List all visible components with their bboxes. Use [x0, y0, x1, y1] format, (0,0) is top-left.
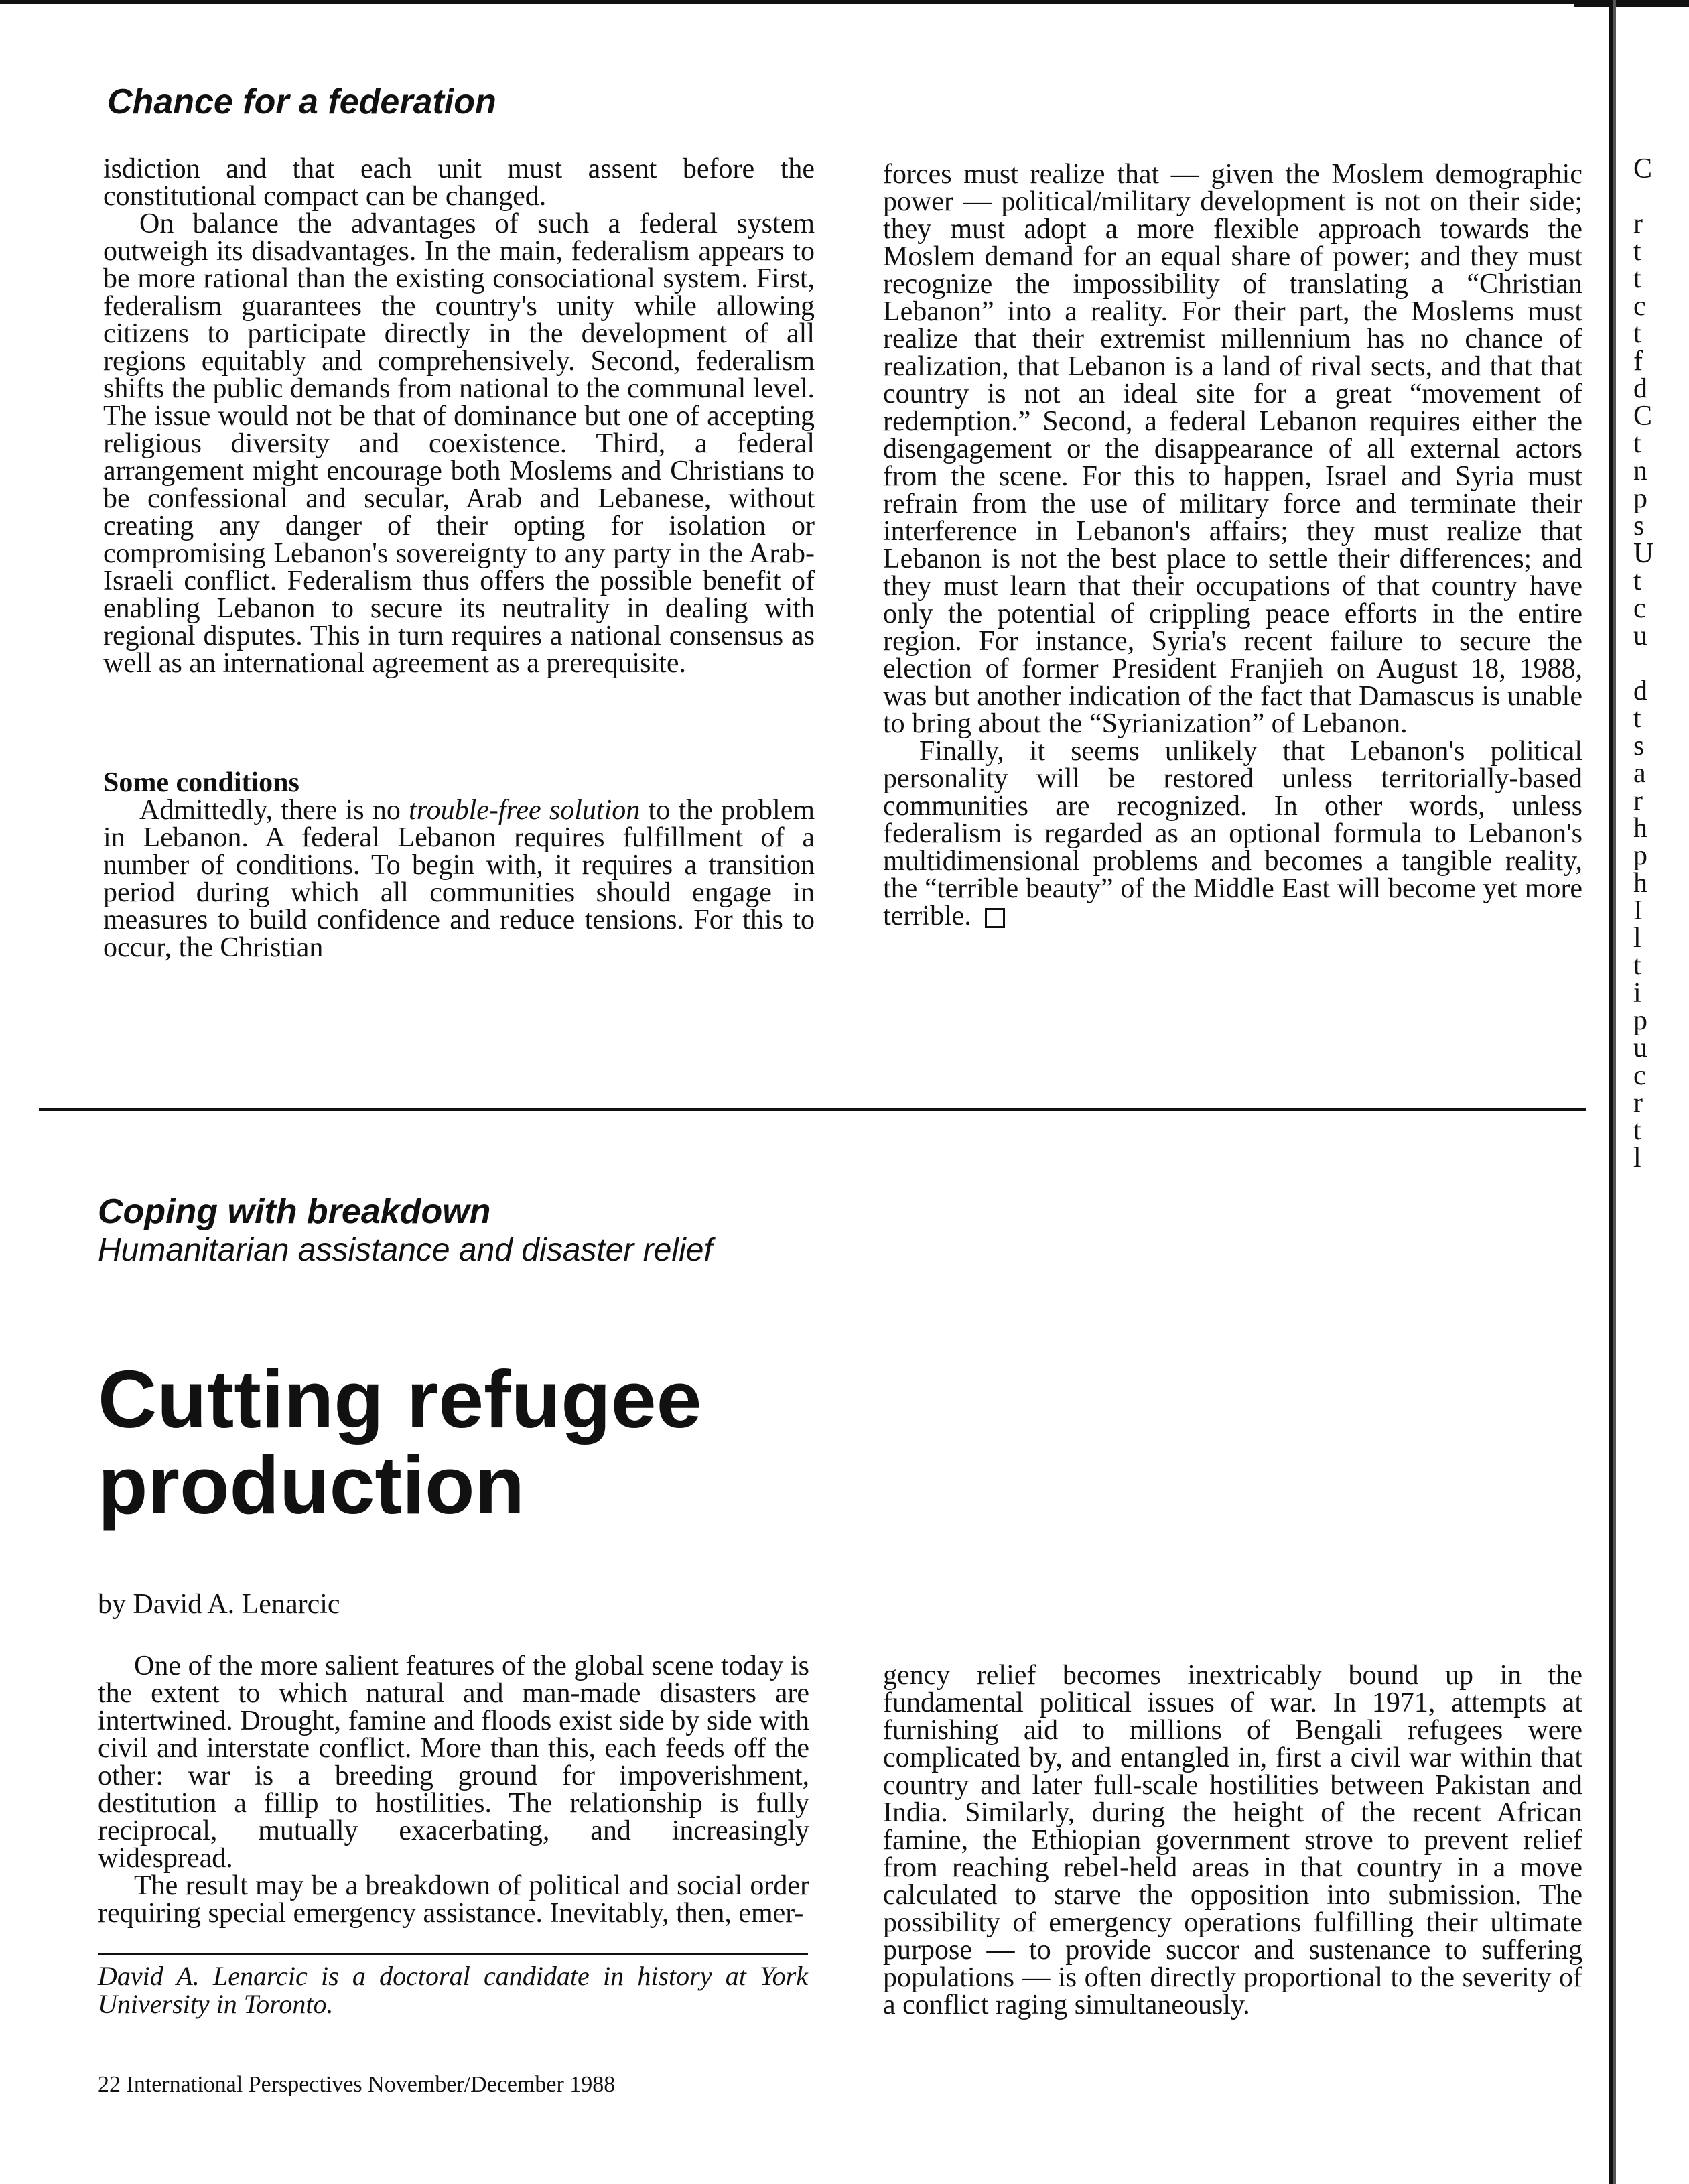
- paragraph: [103, 797, 815, 962]
- edge-letter: n: [1633, 458, 1647, 485]
- paragraph: isdiction and that each unit must assent before the constitutional compact can be changed.: [103, 153, 815, 212]
- top-border-rule: [0, 0, 1618, 4]
- edge-letter: t: [1633, 705, 1641, 732]
- edge-letter: c: [1633, 293, 1646, 320]
- page-footer: 22 International Perspectives November/December 1988: [98, 2072, 616, 2097]
- text-run: Finally, it seems unlikely that Lebanon's political personality will be restored unless territorially-based communities are recognized. In other words, unless federalism is regarded as an optional formula to Lebanon's multidimensional problems and becomes a tangible reality, the “terrible beauty” of the Middle East will become yet more terrible.: [883, 736, 1582, 932]
- end-mark-icon: [985, 908, 1005, 928]
- edge-letter: s: [1633, 513, 1645, 540]
- edge-letter: C: [1633, 403, 1653, 430]
- edge-letter: [1633, 183, 1674, 210]
- edge-letter: r: [1633, 210, 1643, 238]
- kicker-heading: Coping with breakdown: [98, 1192, 491, 1231]
- subsection-heading: Some conditions: [103, 767, 299, 798]
- bio-rule: [98, 1953, 808, 1955]
- column-2-bottom: [883, 1662, 1582, 2019]
- paragraph: gency relief becomes inextricably bound up in the fundamental political issues of war. In 1971, attempts at furnishing aid to millions of Bengali refugees were complicated by, and entangled in, first a civil war within that country and later full-scale hostilities between Pakistan and India. Similarly, during the height of the recent African famine, the Ethiopian government strove to prevent relief from reaching rebel-held areas in that country in a move calculated to starve the opposition into submission. The possibility of emergency operations fulfilling their ultimate purpose — to provide succor and sustenance to suffering populations — is often directly proportional to the severity of a conflict raging simultaneously.: [883, 1660, 1582, 2020]
- emphasis-text: trouble-free solution: [409, 795, 640, 826]
- edge-letter: c: [1633, 595, 1646, 623]
- paragraph: One of the more salient features of the global scene today is the extent to which natural and man-made disasters are intertwined. Drought, famine and floods exist side by side with civil and interstate conflict. More than this, each feeds off the other: war is a breeding ground for impoverishment, destitution a fillip to hostilities. The relationship is fully reciprocal, mutually exacerbating, and increasingly widespread.: [98, 1651, 809, 1874]
- edge-letter: d: [1633, 678, 1647, 705]
- edge-letter: p: [1633, 485, 1647, 513]
- text-run: to the problem in Lebanon. A federal Lebanon requires fulfillment of a number of conditions. To begin with, it requires a transition period during which all communities should engage in measures to build confidence and reduce tensions. For this to occur, the Christian: [103, 795, 815, 963]
- byline: by David A. Lenarcic: [98, 1589, 340, 1620]
- edge-letter: t: [1633, 1117, 1641, 1145]
- column-1-bottom: [98, 1653, 809, 1927]
- edge-letter: f: [1633, 348, 1643, 375]
- edge-letter: p: [1633, 1007, 1647, 1035]
- edge-letter: t: [1633, 568, 1641, 595]
- edge-letter: l: [1633, 925, 1641, 952]
- edge-letter: d: [1633, 375, 1647, 403]
- paragraph: [883, 738, 1582, 930]
- edge-letter: t: [1633, 430, 1641, 458]
- page-gutter-rule: [1609, 0, 1613, 2184]
- text-run: Admittedly, there is no: [139, 795, 409, 826]
- section-heading: Chance for a federation: [107, 82, 496, 121]
- edge-letter: c: [1633, 1062, 1646, 1090]
- edge-letter: i: [1633, 980, 1641, 1007]
- page-gutter-shadow: [1613, 0, 1616, 2184]
- author-bio: David A. Lenarcic is a doctoral candidate in history at York University in Toronto.: [98, 1961, 808, 2019]
- paragraph: On balance the advantages of such a federal system outweigh its disadvantages. In the main, federalism appears to be more rational than the existing consociational system. First, federalism guarantees the country's unity while allowing citizens to participate directly in the development of all regions equitably and comprehensively. Second, federalism shifts the public demands from national to the communal level. The issue would not be that of dominance but one of accepting religious diversity and coexistence. Third, a federal arrangement might encourage both Moslems and Christians to be confessional and secular, Arab and Lebanese, without creating any danger of their opting for isolation or compromising Lebanon's sovereignty to any party in the Arab-Israeli conflict. Federalism thus offers the possible benefit of enabling Lebanon to secure its neutrality in dealing with regional disputes. This in turn requires a national consensus as well as an international agreement as a prerequisite.: [103, 208, 815, 679]
- edge-letter: r: [1633, 1090, 1643, 1117]
- edge-letter: U: [1633, 540, 1654, 568]
- edge-letter: h: [1633, 870, 1647, 897]
- edge-letter: t: [1633, 265, 1641, 293]
- headline-line: production: [98, 1439, 525, 1531]
- kicker-subheading: Humanitarian assistance and disaster relief: [98, 1232, 713, 1268]
- edge-letter: u: [1633, 1035, 1647, 1062]
- adjacent-page-edge: [1633, 155, 1674, 1172]
- edge-letter: t: [1633, 238, 1641, 265]
- edge-letter: [1633, 650, 1674, 678]
- corner-mark: [1574, 0, 1689, 7]
- paragraph: forces must realize that — given the Moslem demographic power — political/military development is not on their side; they must adopt a more flexible approach towards the Moslem demand for an equal share of power; and they must recognize the impossibility of translating a “Christian Lebanon” into a reality. For their part, the Moslems must realize that their extremist millennium has no chance of realization, that Lebanon is a land of rival sects, and that that country is not an ideal site for a great “movement of redemption.” Second, a federal Lebanon requires either the disengagement or the disappearance of all external actors from the scene. For this to happen, Israel and Syria must refrain from the use of military force and terminate their interference in Lebanon's affairs; they must realize that Lebanon is not the best place to settle their differences; and they must learn that their occupations of that country have only the potential of crippling peace efforts in the entire region. For instance, Syria's recent failure to secure the election of former President Franjieh on August 18, 1988, was but another indication of the fact that Damascus is unable to bring about the “Syrianization” of Lebanon.: [883, 159, 1582, 739]
- edge-letter: s: [1633, 732, 1645, 760]
- edge-letter: u: [1633, 623, 1647, 650]
- edge-letter: r: [1633, 787, 1643, 815]
- edge-letter: C: [1633, 155, 1653, 183]
- conditions-block: [103, 769, 815, 962]
- edge-letter: a: [1633, 760, 1646, 787]
- headline: [98, 1354, 702, 1531]
- edge-letter: t: [1633, 952, 1641, 980]
- edge-letter: t: [1633, 320, 1641, 348]
- column-1-top: [103, 155, 815, 678]
- section-divider: [39, 1108, 1586, 1111]
- column-2-top: [883, 161, 1582, 930]
- edge-letter: l: [1633, 1145, 1641, 1172]
- edge-letter: h: [1633, 815, 1647, 842]
- edge-letter: I: [1633, 897, 1643, 925]
- headline-line: Cutting refugee: [98, 1354, 702, 1445]
- edge-letter: p: [1633, 842, 1647, 870]
- paragraph: The result may be a breakdown of political and social order requiring special emergency assistance. Inevitably, then, emer-: [98, 1870, 809, 1929]
